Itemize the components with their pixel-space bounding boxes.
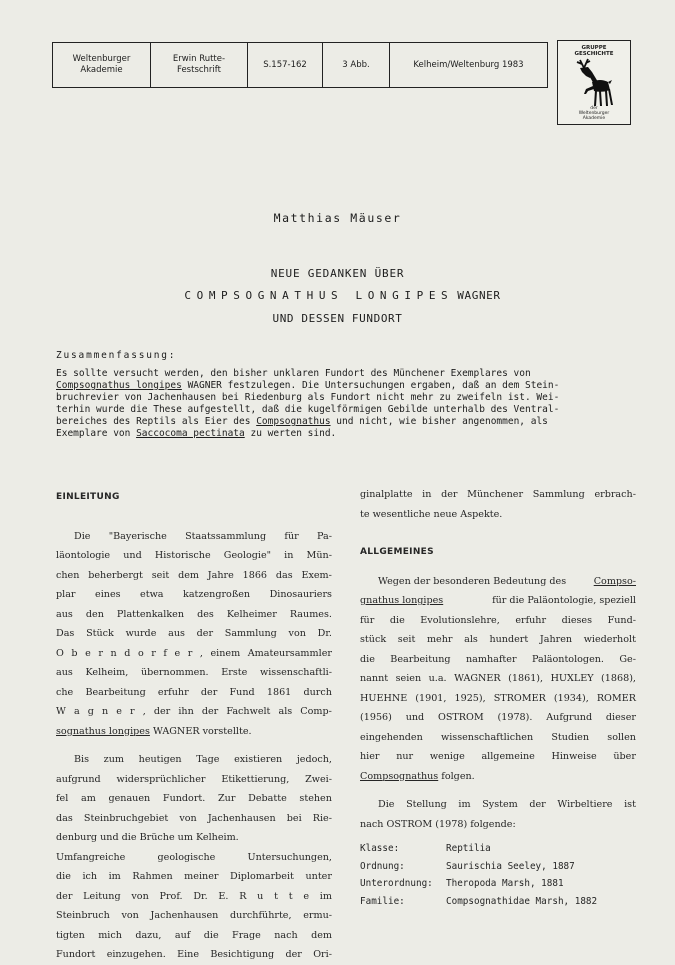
taxon-name: Compsognathus: [360, 770, 439, 782]
header-cell-publisher: Weltenburger Akademie: [53, 43, 151, 87]
taxon-name: Compso-: [593, 575, 636, 587]
abstract-line: bruchrevier von Jachenhausen bei Riedenburg als Fundort nicht mehr zu zweifeln ist. Wei-: [56, 392, 560, 403]
logo-bottom-text: der Weltenburger Akademie: [578, 106, 610, 121]
left-column: [56, 488, 332, 965]
abstract-line: Exemplare von: [56, 428, 137, 439]
classification-row: Familie: Compsognathidae Marsh, 1882: [360, 895, 598, 907]
section-heading-einleitung: EINLEITUNG: [56, 492, 120, 502]
header-cell-place-year: Kelheim/Weltenburg 1983: [413, 59, 524, 70]
text-line: Bis zum heutigen Tage existieren jedoch,: [74, 754, 332, 765]
text-line: aus Kelheim, übernommen. Erste wissenschaftli-: [56, 667, 332, 678]
text-line: te wesentliche neue Aspekte.: [360, 508, 503, 520]
abstract-heading: Zusammenfassung:: [56, 350, 177, 361]
text-line: der Leitung von Prof. Dr. E. R u t t e im: [56, 890, 332, 902]
title-taxon-author: WAGNER: [457, 289, 501, 302]
text-line: gnathus longipes für die Paläontologie, speziell: [360, 591, 636, 611]
text-line: fel am genauen Fundort. Zur Debatte stehen: [56, 793, 332, 804]
author-name: Matthias Mäuser: [273, 211, 402, 225]
text-line: die Bearbeitung namhafter Paläontologen. Ge-: [360, 653, 636, 665]
text-line: die ich im Rahmen meiner Diplomarbeit unter: [56, 871, 332, 882]
text-line: aufgrund widersprüchlicher Etikettierung, Zwei-: [56, 773, 332, 785]
text-line: hier nur wenige allgemeine Hinweise über: [360, 751, 636, 762]
taxon-name: Saccocoma pectinata: [136, 428, 245, 439]
text-line: (1956) und OSTROM (1978). Aufgrund dieser: [360, 712, 636, 723]
text-line: Fundort einzugehen. Eine Besichtigung der Ori-: [56, 949, 332, 960]
text-line: nach OSTROM (1978) folgende:: [360, 818, 516, 830]
section-heading-allgemeines: ALLGEMEINES: [360, 547, 434, 557]
text-line: Die "Bayerische Staatssammlung für Pa-: [74, 530, 332, 542]
text-line: tigten mich dazu, auf die Frage nach dem: [56, 929, 332, 941]
text-line: HUEHNE (1901, 1925), STROMER (1934), ROMER: [360, 692, 636, 704]
title-line-1: NEUE GEDANKEN ÜBER: [270, 267, 405, 280]
text-line: chen beherbergt seit dem Jahre 1866 das Exem-: [56, 569, 332, 581]
taxon-name: sognathus longipes: [56, 725, 150, 737]
text-line: W a g n e r , der ihn der Fachwelt als Comp-: [56, 706, 332, 717]
text-line: läontologie und Historische Geologie" in Mün-: [56, 550, 332, 561]
text-line: denburg und die Brüche um Kelheim.: [56, 832, 239, 843]
taxon-name: Compsognathus longipes: [56, 380, 182, 391]
abstract-line: WAGNER festzulegen. Die Untersuchungen ergaben, daß an dem Stein-: [181, 380, 560, 391]
text-line: plar eines etwa katzengroßen Dinosauriers: [56, 589, 332, 600]
title-taxon: COMPSOGNATHUS LONGIPES: [184, 289, 454, 302]
text-line: che Bearbeitung erfuhr der Fund 1861 durch: [56, 686, 332, 698]
abstract-line: Es sollte versucht werden, den bisher unklaren Fundort des Münchener Exemplares von: [56, 368, 531, 379]
header-cell-figures: 3 Abb.: [323, 43, 390, 87]
text-line: Die Stellung im System der Wirbeltiere ist: [378, 799, 636, 810]
abstract-line: zu werten sind.: [244, 428, 337, 439]
text-line: Steinbruch von Jachenhausen durchführte, ermu-: [56, 910, 332, 921]
classification-row: Unterordnung: Theropoda Marsh, 1881: [360, 878, 564, 889]
classification-row: Ordnung: Saurischia Seeley, 1887: [360, 860, 575, 872]
text-line: nannt seien u.a. WAGNER (1861), HUXLEY (1868),: [360, 673, 636, 684]
text-line: eingehenden wissenschaftlichen Studien sollen: [360, 731, 636, 743]
taxon-name: Compsognathus: [256, 416, 331, 427]
text-line: aus den Plattenkalken des Kelheimer Raumes.: [56, 608, 332, 620]
logo-top-text: GRUPPE GESCHICHTE: [574, 45, 614, 57]
text-line: sognathus longipes WAGNER vorstellte.: [56, 725, 252, 737]
taxon-name: gnathus longipes: [360, 595, 444, 606]
text-line: das Steinbruchgebiet von Jachenhausen bei Rie-: [56, 812, 332, 824]
text-line: ginalplatte in der Münchener Sammlung erbrach-: [360, 489, 636, 500]
header-table: [52, 42, 548, 88]
header-cell-festschrift: Erwin Rutte- Festschrift: [151, 43, 248, 87]
abstract-text: [56, 368, 641, 440]
text-line: Wegen der besonderen Bedeutung des Compso-: [360, 572, 636, 592]
classification-row: Klasse: Reptilia: [360, 843, 491, 854]
title-line-3: UND DESSEN FUNDORT: [272, 312, 403, 325]
text-line: Compsognathus folgen.: [360, 770, 475, 782]
text-line: stück seit mehr als hundert Jahren wiederholt: [360, 634, 636, 645]
text-line: Umfangreiche geologische Untersuchungen,: [56, 851, 332, 863]
right-column: [360, 485, 636, 910]
abstract-line: bereiches des Reptils als Eier des: [56, 416, 257, 427]
deer-icon: [570, 56, 616, 112]
header-cell-pages: S.157-162: [248, 43, 323, 87]
text-line: Das Stück wurde aus der Sammlung von Dr.: [56, 628, 332, 639]
text-line: O b e r n d o r f e r , einem Amateursammler: [56, 647, 332, 659]
title-line-2: [0, 289, 675, 302]
abstract-line: und nicht, wie bisher angenommen, als: [330, 416, 548, 427]
abstract-line: terhin wurde die These aufgestellt, daß die kugelförmigen Gebilde unterhalb des Ventral-: [56, 404, 560, 415]
text-line: für die Evolutionslehre, erfuhr dieses Fund-: [360, 614, 636, 626]
logo: [557, 40, 631, 125]
